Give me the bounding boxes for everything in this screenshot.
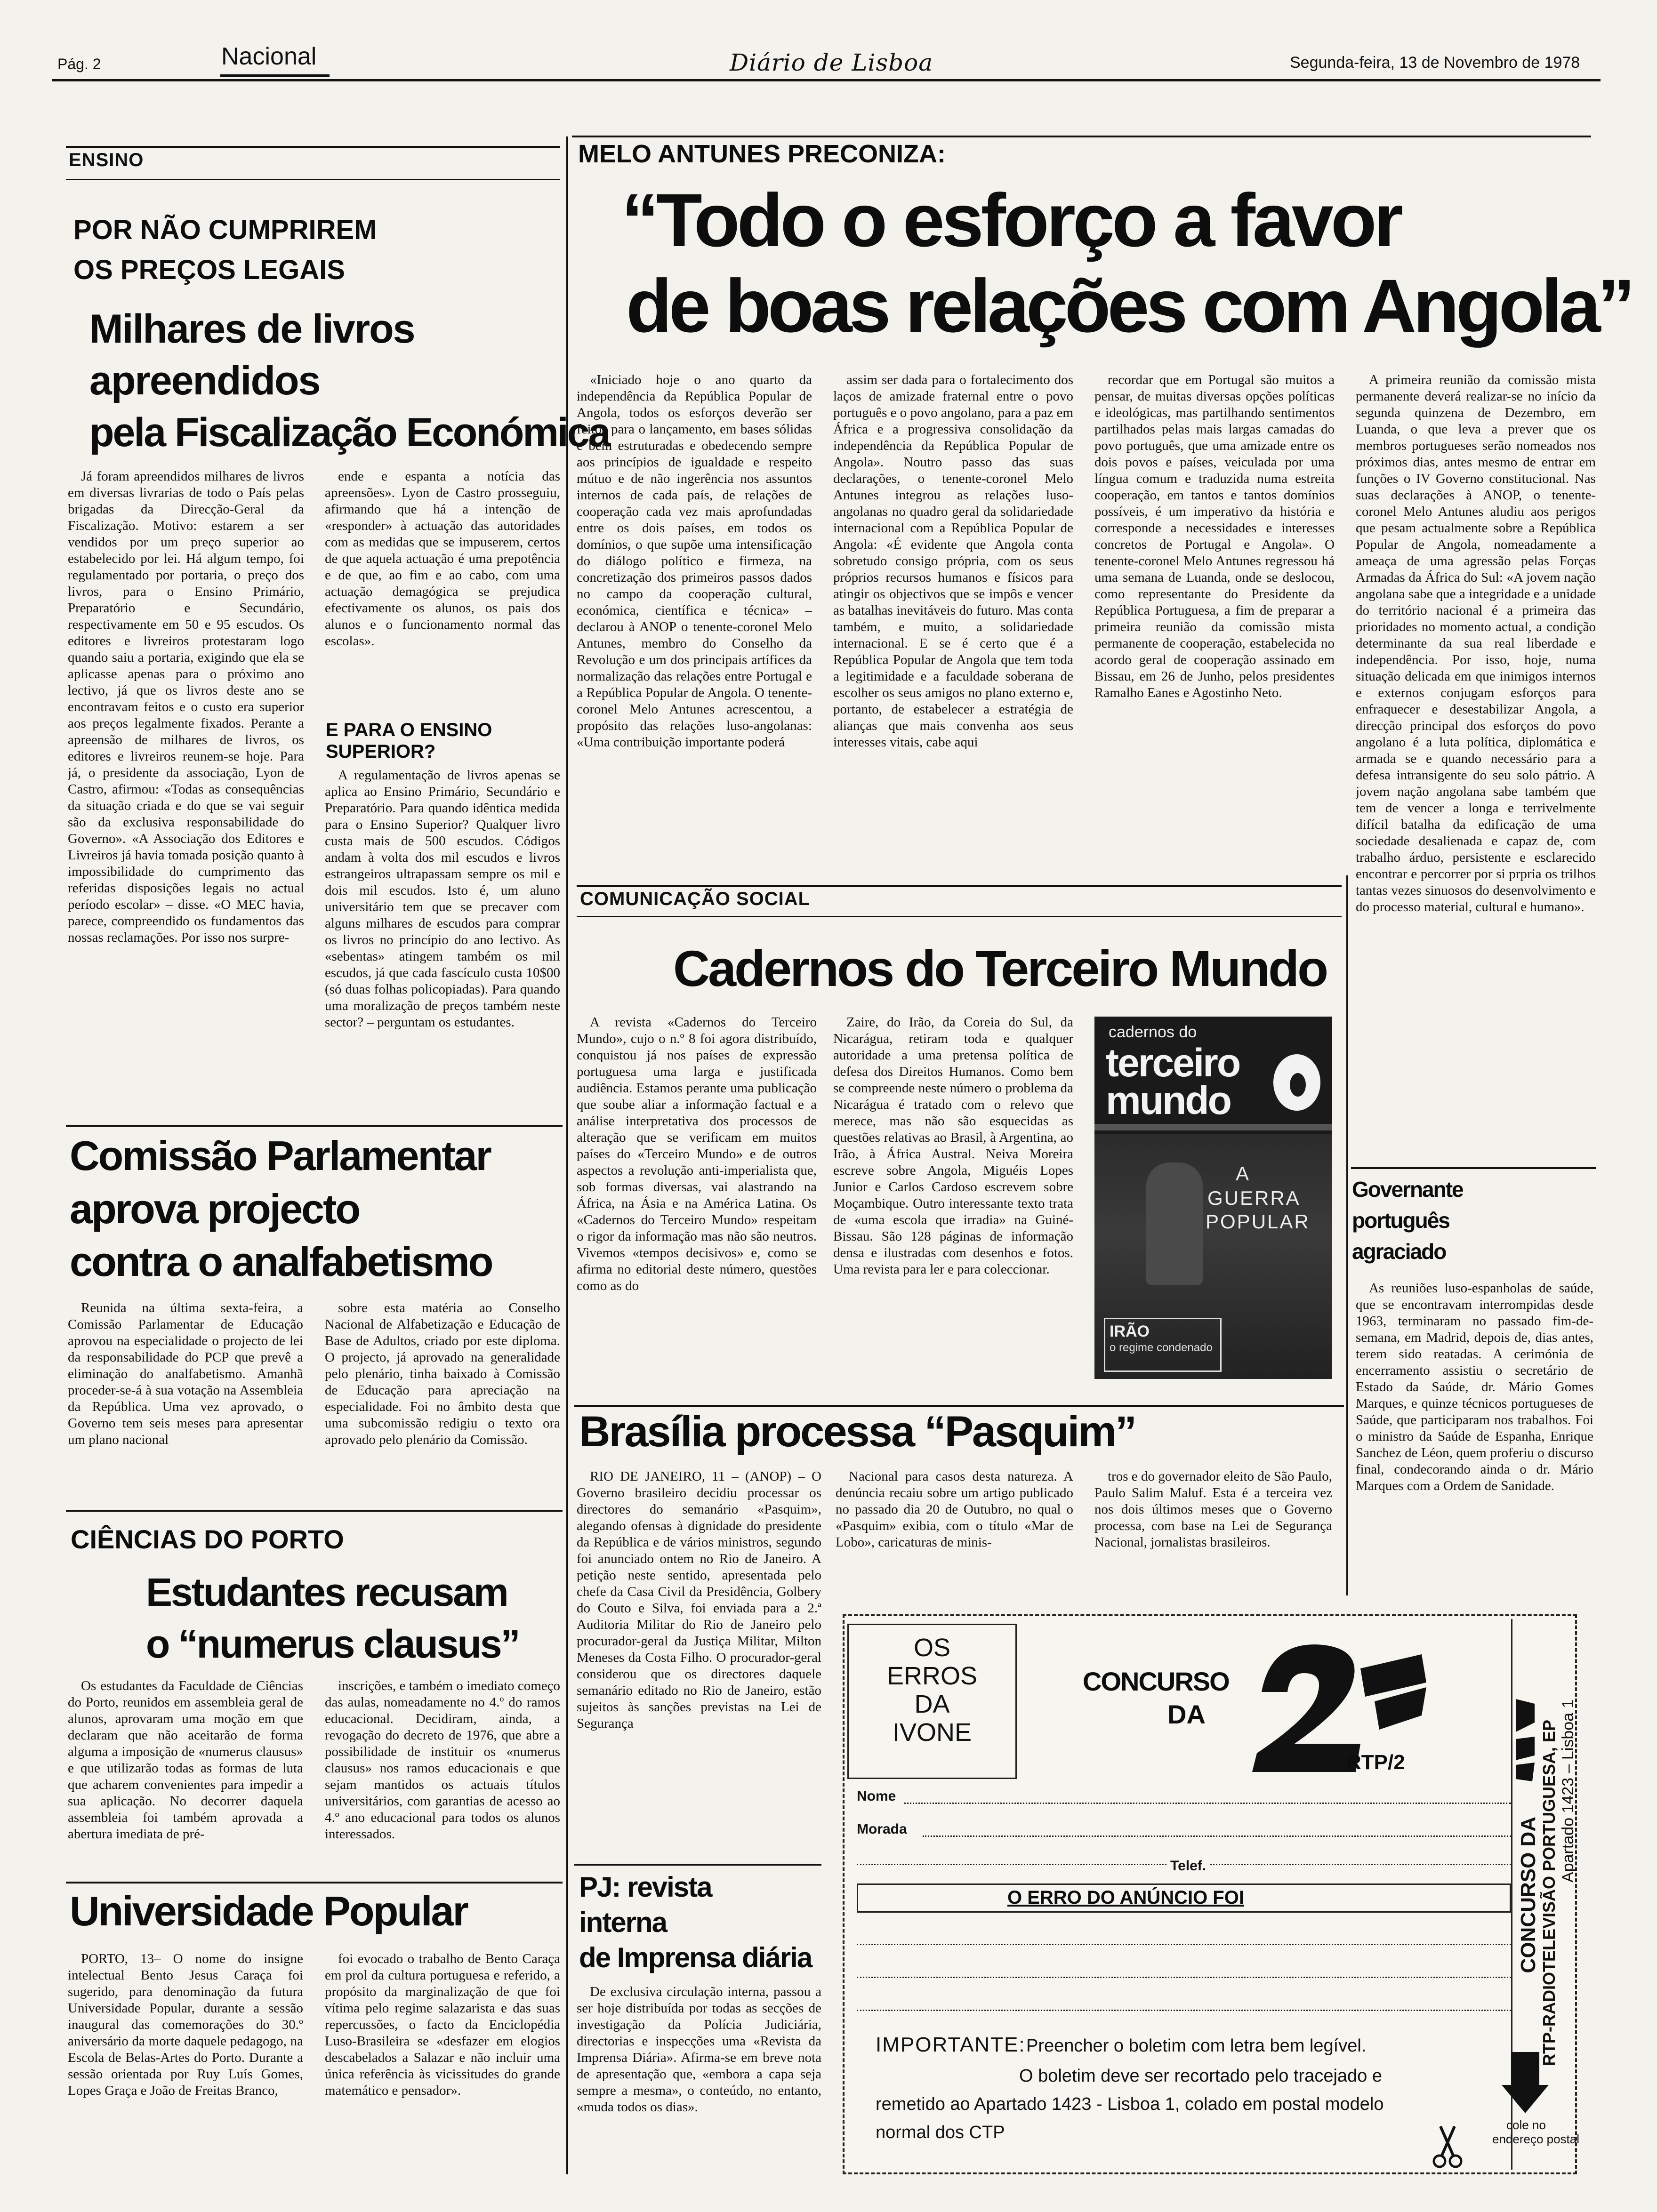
brasilia-title: Brasília processa “Pasquim” (579, 1408, 1136, 1456)
universidade-col-1-text: PORTO, 13– O nome do insigne intelectual Bento Jesus Caraça foi sugerido, para denominação da futura Universidade Popular, durante a sessão inaugural das comemorações do 30.º aniversário da morte daquele pedagogo, na Escola de Belas-Artes do Porto. Durante a sessão orientada por Ruy Luís Gomes, Lopes Graça e João de Freitas Branco, (68, 1951, 303, 2098)
pj-title-2: interna (579, 1907, 667, 1938)
scissors-icon-svg (1431, 2123, 1464, 2170)
coupon-side-3: Apartado 1423 – Lisboa 1 (1559, 1699, 1577, 1883)
governante-title-1: Governante (1352, 1177, 1463, 1202)
coupon-importante-label: IMPORTANTE: (876, 2033, 1026, 2056)
universidade-col-1 (68, 1951, 303, 2167)
cover-top-text: cadernos do (1109, 1023, 1197, 1041)
ensino-col-2a (325, 468, 560, 718)
ensino-col-2b (325, 767, 560, 1118)
universidade-col-2 (325, 1951, 560, 2167)
comissao-title-3: contra o analfabetismo (70, 1238, 492, 1285)
coupon-brand-4: IVONE (892, 1718, 972, 1747)
ensino-subhead: E PARA O ENSINO SUPERIOR? (326, 720, 492, 762)
melo-col-2 (833, 372, 1073, 850)
rtp-vertical-logo-icon (1511, 1694, 1539, 1784)
ensino-col-1-text: Já foram apreendidos milhares de livros em diversas livrarias de todo o País pelas brigadas da Direcção-Geral da Fiscalização. Motivo: estarem a ser vendidos por um preço superior ao estabelecido por lei. Há algum tempo, foi regulamentado por portaria, o preço dos livros, para o Ensino Primário, Preparatório e Secundário, respectivamente em 50 e 95 escudos. Os editores e livreiros protestaram logo quando saiu a portaria, exigindo que ela se aplicasse apenas para o próximo ano lectivo, já que os livros deste ano se encontravam feitos e o custo era superior aos preços legalmente fixados. Perante a apreensão de milhares de livros, os editores e livreiros reunem-se hoje. Para já, o presidente da associação, Lyon de Castro, afirmou: «Todas as consequências da situação criada e do que se vai seguir são da exclusiva responsabilidade do Governo». «A Associação dos Editores e Livreiros já havia tomada posição quanto à impossibilidade do cumprimento das referidas disposições legais no actual período escolar» – disse. «O MEC havia, parece, compreendido os fundamentos das nossas reclamações. Por isso nos surpre- (68, 469, 304, 945)
melo-title-2: de boas relações com Angola” (626, 264, 1632, 348)
coupon-importante-text: Preencher o boletim com letra bem legível. (1026, 2036, 1367, 2056)
coupon-concurso-1: CONCURSO (1083, 1667, 1229, 1696)
cover-figure (1146, 1162, 1203, 1285)
pj-body-text: De exclusiva circulação interna, passou a ser hoje distribuída por todas as secções de investigação da Polícia Judiciária, directorias e inspecções uma «Revista da Imprensa Diária». Afirma-se em breve nota de apresentação que, «embora a capa seja sempre a mesma», o conteúdo, no entanto, «muda todos os dias». (577, 1984, 821, 2115)
universidade-title: Universidade Popular (70, 1888, 467, 1934)
section-name: Nacional (221, 43, 317, 70)
coupon-instr-1: O boletim deve ser recortado pelo tracejado e (1019, 2066, 1382, 2086)
coupon-brand-1: OS (913, 1634, 951, 1662)
comissao-col-1-text: Reunida na última sexta-feira, a Comissão Parlamentar de Educação aprovou na especialidade o projecto de lei da responsabilidade do PCP que prevê a eliminação do analfabetismo. Amanhã proceder-se-á à sua votação na Assembleia da República. Uma vez aprovado, o Governo tem seis meses para apresentar um plano nacional (68, 1300, 303, 1447)
coupon-instr-3: normal dos CTP (876, 2123, 1005, 2142)
coupon-cole-2: endereço postal (1492, 2132, 1580, 2146)
melo-col-3 (1094, 372, 1335, 850)
coupon-brand-2: ERROS (886, 1662, 978, 1690)
issue-date: Segunda-feira, 13 de Novembro de 1978 (1290, 54, 1580, 72)
melo-col-4-text: A primeira reunião da comissão mista permanente deverá realizar-se no início da segunda quinzena de Dezembro, em Luanda, o que leva a prever que os membros portugueses serão nomeados nos próximos dias, antes mesmo de entrar em funções o IV Governo constitucional. Nas suas declarações à ANOP, o tenente-coronel Melo Antunes aludiu aos perigos que pesam actualmente sobre a República Popular de Angola, nomeadamente a ameaça de uma agressão pelas Forças Armadas da África do Sul: «A jovem nação angolana sabe que a integridade e a unidade do território nacional é a primeira das prioridades no momento actual, a condição determinante da sua real liberdade e independência. Por isso, hoje, numa situação delicada em que inimigos internos e externos conjugam esforços para enfraquecer e desestabilizar Angola, a direcção principal dos esforços do povo angolano é a luta política, diplomática e armada se e quando necessário para a defesa intransigente do seu solo pátrio. A jovem nação angolana sabe também que tem de vencer a longa e terrivelmente difícil batalha da edificação de uma sociedade desalienada e capaz de, com trabalho árduo, persistente e esclarecido encontrar e percorrer por si prpria os trilhos tantas vezes sinuosos do desenvolvimento e do processo material, cultural e humano». (1356, 372, 1596, 914)
melo-col-2-text: assim ser dada para o fortalecimento dos laços de amizade fraternal entre o povo português e o povo angolano, para a paz em África e a progressiva consolidação da independência da República Popular de Angola». Noutro passo das suas declarações, o tenente-coronel Melo Antunes integrou as relações luso-angolanas no quadro geral da solidariedade internacional com a República Popular de Angola: «É evidente que Angola conta sobretudo consigo própria, com os seus próprios recursos humanos e físicos para atingir os objectivos que se impôs e vencer as batalhas inevitáveis do futuro. Mas conta também, e muito, a solidariedade internacional. E se é certo que é a República Popular de Angola que tem toda a legitimidade e a faculdade soberana de escolher os seus amigos no plano externo e, portanto, de estabelecer a estratégia de alianças que mais convenha aos seus interesses vitais, cabe aqui (833, 372, 1073, 750)
melo-col-4 (1356, 372, 1596, 1198)
melo-col-1-text: «Iniciado hoje o ano quarto da independência da República Popular de Angola, todos os esforços deverão ser feitos para o lançamento, em bases sólidas e bem estruturadas e obedecendo sempre aos princípios de igualdade e respeito mútuo e de não ingerência nos assuntos internos de cada país, de relações de cooperação cada vez mais aprofundadas entre os dois países, em todos os domínios, o que supõe uma intensificação do diálogo político e firmeza, na concretização dos primeiros passos dados no campo da cooperação cultural, económica, científica e técnica» – declarou à ANOP o tenente-coronel Melo Antunes, membro do Conselho da Revolução e um dos principais artífices da normalização das relações entre Portugal e a República Popular de Angola. O tenente-coronel Melo Antunes acrescentou, a propósito das relações luso-angolanas: «Uma contribuição importante poderá (577, 372, 812, 750)
cover-strip (1094, 1124, 1332, 1130)
ciencias-tag: CIÊNCIAS DO PORTO (71, 1524, 344, 1554)
governante-top-rule (1351, 1167, 1596, 1169)
coupon-rtp-logo (1511, 1694, 1539, 1784)
melo-title-1: “Todo o esforço a favor (621, 178, 1400, 262)
melo-right-divider (1346, 875, 1348, 1595)
ciencias-title-1: Estudantes recusam (146, 1570, 507, 1614)
universidade-col-2-text: foi evocado o trabalho de Bento Caraça em prol da cultura portuguesa e referido, a propósito da marginalização de que foi vítima pelo regime salazarista e das suas repercussões, o facto da Enciclopédia Luso-Brasileira se «desfazer em elogios descabelados a Salazar e não incluir uma única referência às vicissitudes do grande matemático e pensador». (325, 1951, 560, 2098)
brasilia-col-3 (1094, 1468, 1332, 1610)
brasilia-col-2 (836, 1468, 1073, 1610)
ensino-col-2b-text: A regulamentação de livros apenas se aplica ao Ensino Primário, Secundário e Preparatório. Para quando idêntica medida para o Ensino Superior? Qualquer livro custa mais de 500 escudos. Códigos andam à volta dos mil escudos e livros estrangeiros ultrapassam sempre os mil e dois mil escudos. Isto é, um aluno universitário tem que se precaver com alguns milhares de escudos para comprar os livros no princípio do ano lectivo. As «sebentas» atingem também os mil escudos, já que cada fascículo custa 10$00 (só duas folhas policopiadas). Para quando uma moralização de preços também neste sector? – perguntam os estudantes. (325, 768, 560, 1030)
section-underline (220, 74, 330, 77)
ensino-title-3: pela Fiscalização Económica (89, 410, 610, 455)
comunicacao-col-2-text: Zaire, do Irão, da Coreia do Sul, da Nicarágua, retiram toda e qualquer autoridade a uma pretensa política de defesa dos Direitos Humanos. Como bem se compreende neste número o problema da Nicarágua é tratado com o relevo que merece, mas não são esquecidas as questões relativas ao Brasil, à Argentina, ao Irão, à África Austral. Neiva Moreira escreve sobre Angola, Miguéis Lopes Junior e Carlos Cardoso escrevem sobre Moçambique. Outro interessante texto trata de «uma escola que irradia» na Guiné-Bissau. São 128 páginas de informação densa e ilustradas com desenhos e fotos. Uma revista para ler e para coleccionar. (833, 1015, 1073, 1277)
melo-kicker: MELO ANTUNES PRECONIZA: (578, 140, 946, 168)
comissao-title-2: aprova projecto (70, 1186, 360, 1232)
coupon-concurso-2: DA (1167, 1699, 1206, 1729)
cover-banner-a: A (1236, 1162, 1249, 1185)
comunicacao-col-1-text: A revista «Cadernos do Terceiro Mundo», cujo o n.º 8 foi agora distribuído, conquistou já nos países de expressão portuguesa uma larga e justificada audiência. Estamos perante uma publicação que soube aliar a informação factual e a análise interpretativa dos processos de alteração que se verificam em muitos países do «Terceiro Mundo» e de outros aspectos a revolução anti-imperialista que, sob formas diversas, vai alastrando na África, na Ásia e na América Latina. Os «Cadernos do Terceiro Mundo» respeitam o rigor da informação mas não são neutros. Vivemos «tempos decisivos» e, como se afirma no editorial deste número, questões como as do (577, 1015, 817, 1293)
pj-body (577, 1984, 821, 2172)
coupon-cole-1: cole no (1506, 2118, 1546, 2132)
brasilia-col-1 (577, 1468, 821, 1873)
coupon-morada-label: Morada (857, 1821, 907, 1837)
coupon-instr-2: remetido ao Apartado 1423 - Lisboa 1, colado em postal modelo (876, 2094, 1384, 2114)
ensino-kicker-2: OS PREÇOS LEGAIS (73, 255, 345, 285)
comunicacao-col-1 (577, 1014, 817, 1398)
ensino-kicker-1: POR NÃO CUMPRIREM (73, 215, 377, 245)
governante-body-text: As reuniões luso-espanholas de saúde, que se encontravam interrompidas desde 1963, terminaram no passado fim-de-semana, em Madrid, depois de, dias antes, terem sido reatadas. A cerimónia de encerramento assistiu o secretário de Estado da Saúde, dr. Mário Gomes Marques, e quinze técnicos portugueses de Saúde, que participaram nos trabalhos. Foi o ministro da Saúde de Espanha, Enrique Sanchez de Léon, quem proferiu o discurso final, condecorando ainda o dr. Mário Marques com a Ordem de Sanidade. (1356, 1281, 1593, 1493)
melo-col-3-text: recordar que em Portugal são muitos a pensar, de muitas diversas opções políticas e ideológicas, mas partilhando sentimentos partilhados pelas mais largas camadas do povo português, que uma amizade entre os dois povos e países, veiculada por uma língua comum e traduzida numa estreita cooperação, em tantos e tantos domínios possíveis, é um imperativo da história e corresponde a necessidades e interesses concretos de Portugal e Angola». O tenente-coronel Melo Antunes regressou há uma semana de Luanda, onde se deslocou, como representante do Presidente da República Portuguesa, a fim de preparar a primeira reunião da comissão mista permanente de cooperação, estabelecida no acordo geral de cooperação assinado em Bissau, em 26 de Junho, pelos presidentes Ramalho Eanes e Agostinho Neto. (1094, 372, 1335, 700)
ciencias-title-2: o “numerus clausus” (146, 1622, 519, 1666)
ciencias-col-2 (325, 1678, 560, 1880)
coupon-erro-label: O ERRO DO ANÚNCIO FOI (1007, 1887, 1244, 1908)
cover-banner-b: GUERRA (1207, 1187, 1301, 1209)
ensino-col-2a-text: ende e espanta a notícia das apreensões». Lyon de Castro prosseguiu, afirmando que há a intenção de «responder» à actuação das autoridades com as medidas que se impuserem, certos de que aquela actuação é uma prepotência e de que, ao fim e ao cabo, com uma actuação demagógica se prejudica efectivamente os alunos, os pais dos alunos e o funcionamento normal das escolas». (325, 469, 560, 649)
melo-top-rule (572, 136, 1591, 137)
pj-title-3: de Imprensa diária (579, 1942, 812, 1973)
ciencias-col-1 (68, 1678, 303, 1880)
coupon-rtp2: RTP/2 (1346, 1751, 1405, 1774)
ensino-title-2: apreendidos (89, 358, 320, 403)
coupon-erro-line-3[interactable] (857, 2010, 1511, 2011)
coupon-erro-line-1[interactable] (857, 1944, 1511, 1945)
comunicacao-col-2 (833, 1014, 1073, 1398)
comissao-title-1: Comissão Parlamentar (70, 1132, 491, 1179)
ciencias-col-1-text: Os estudantes da Faculdade de Ciências do Porto, reunidos em assembleia geral de alunos, aprovaram uma moção em que declaram que não aceitarão de forma alguma a imposição de «numerus clausus» e que utilizarão todas as formas de luta que acharem convenientes para impedir a sua aplicação. No decorrer daquela assembleia foi também aprovada a abertura imediata de pré- (68, 1678, 303, 1842)
down-arrow-icon (1502, 2052, 1549, 2113)
comunicacao-bottom-rule (574, 1405, 1344, 1407)
coupon-telef-label: Telef. (1167, 1858, 1209, 1874)
ciencias-bottom-rule (66, 1882, 563, 1883)
brasilia-bottom-rule (574, 1864, 821, 1866)
magazine-cover (1094, 1017, 1332, 1379)
governante-body (1356, 1280, 1593, 1595)
comissao-col-1 (68, 1300, 303, 1498)
coupon-morada-field[interactable] (923, 1835, 1511, 1837)
melo-col-1 (577, 372, 812, 850)
ensino-title-1: Milhares de livros (89, 306, 415, 352)
comissao-col-2 (325, 1300, 560, 1498)
governante-title-3: agraciado (1352, 1239, 1446, 1264)
pj-title-1: PJ: revista (579, 1871, 712, 1903)
cover-box-sub: o regime condenado (1110, 1341, 1213, 1354)
brasilia-col-3-text: tros e do governador eleito de São Paulo, Paulo Salim Maluf. Esta é a terceira vez nos dois últimos meses que o Governo processa, com base na Lei de Segurança Nacional, jornalistas brasileiros. (1094, 1469, 1332, 1550)
coupon-nome-field[interactable] (904, 1803, 1511, 1804)
comissao-col-2-text: sobre esta matéria ao Conselho Nacional de Alfabetização e Educação de Base de Adultos, criado por este diploma. O projecto, já aprovado na generalidade pelo plenário, tinha baixado à Comissão de Educação para apreciação na especialidade. Foi no âmbito desta que uma subcomissão redigiu o texto ora aprovado pelo plenário da Comissão. (325, 1300, 560, 1447)
ensino-tag: ENSINO (69, 150, 144, 170)
comunicacao-title: Cadernos do Terceiro Mundo (673, 940, 1327, 997)
ensino-bottom-rule (66, 1125, 563, 1127)
comunicacao-tag: COMUNICAÇÃO SOCIAL (580, 889, 811, 909)
page-number: Pág. 2 (57, 56, 101, 72)
scissors-icon (1431, 2123, 1464, 2170)
comissao-bottom-rule (66, 1510, 563, 1512)
ciencias-col-2-text: inscrições, e também o imediato começo das aulas, nomeadamente no 4.º do ramos educacional. Decidiram, ainda, a revogação do decreto de 1976, que abre a possibilidade de instituir os «numerus clausus» nos ramos educacionais e que sejam mantidos os actuais títulos universitários, com garantias de acesso ao 4.º ano educacional para todos os alunos interessados. (325, 1678, 560, 1842)
cover-banner-c: POPULAR (1206, 1210, 1310, 1233)
cover-title-2: mundo (1106, 1078, 1231, 1122)
governante-title-2: português (1352, 1208, 1449, 1233)
coupon-arrow-icon (1502, 2052, 1549, 2113)
ensino-col-1 (68, 468, 304, 1118)
cover-title-1: terceiro (1106, 1041, 1240, 1085)
header-rule (52, 79, 1601, 81)
cover-box-title: IRÃO (1110, 1322, 1150, 1340)
brasilia-col-2-text: Nacional para casos desta natureza. A denúncia recaiu sobre um artigo publicado no passado dia 20 de Outubro, no qual o «Pasquim» exibia, com o título «Mar de Lobo», caricaturas de minis- (836, 1469, 1073, 1550)
coupon-nome-label: Nome (857, 1788, 896, 1804)
coupon-side-1: CONCURSO DA (1517, 1817, 1540, 1973)
coupon-brand-3: DA (914, 1690, 950, 1718)
brasilia-col-1-text: RIO DE JANEIRO, 11 – (ANOP) – O Governo brasileiro decidiu processar os directores do semanário «Pasquim», alegando ofensas à dignidade do presidente da República e de vários ministros, segundo foi anunciado ontem no Rio de Janeiro. A petição neste sentido, apresentada pelo chefe da Casa Civil da Presidência, Golbery do Couto e Silva, foi enviada para a 2.ª Auditoria Militar do Rio de Janeiro pelo procurador-geral da Justiça Militar, Milton Meneses da Costa Filho. O procurador-geral considerou que os directores daquele semanário editado no Rio de Janeiro, estão sujeitos às sanções previstas na Lei de Segurança (577, 1469, 821, 1731)
coupon-erro-line-2[interactable] (857, 1977, 1511, 1978)
masthead: Diário de Lisboa (730, 49, 933, 76)
coupon-side-2: RTP-RADIOTELEVISÃO PORTUGUESA, EP (1539, 1719, 1559, 2066)
cover-logo-inner (1290, 1073, 1306, 1097)
